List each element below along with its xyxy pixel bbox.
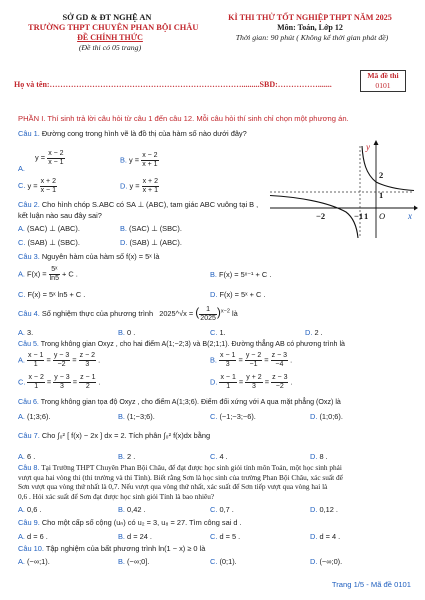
question-2-cont: kết luận nào sau đây sai? [18, 211, 102, 220]
question-1 [18, 129, 247, 138]
question-label: Câu 4. [18, 309, 40, 318]
option-label: C. [18, 290, 26, 299]
option-text: 0,12 . [319, 505, 338, 514]
option-label: C. [210, 505, 218, 514]
q5-option-b[interactable]: B. $\frac{x - 1}{3}$ = $\frac{y - 2}{-1}$ = $\frac{z - 3}{-4}$ . [210, 352, 293, 368]
option-text: d = 24 . [127, 532, 152, 541]
tick-x1: 1 [364, 211, 369, 221]
y-axis-arrow [374, 140, 379, 145]
question-text: Trong không gian Oxyz , cho hai điểm A(1;−2;3) và B(2;1;1). Đường thẳng AB có phương trình là [40, 340, 345, 348]
q4-option-c[interactable] [210, 328, 226, 337]
q2-option-d[interactable] [120, 238, 182, 247]
fraction [245, 374, 262, 391]
option-label: A. [18, 328, 25, 337]
option-text: (1;3;6). [27, 412, 51, 421]
q8-option-a[interactable] [18, 505, 41, 514]
option-label: B. [118, 505, 125, 514]
q6-option-c[interactable] [210, 412, 256, 421]
option-label: D. [210, 377, 218, 387]
origin-label: O [379, 211, 386, 221]
part1-intro: PHẦN I. Thí sinh trả lời câu hỏi từ câu 1 đến câu 12. Mỗi câu hỏi thí sinh chỉ chọn một phương án. [18, 114, 349, 123]
option-label: A. [18, 164, 25, 174]
denominator: x + 1 [142, 161, 158, 168]
q7-option-b[interactable] [118, 452, 135, 461]
option-text: (SAB) ⊥ (SBC). [27, 238, 80, 247]
q10-option-c[interactable] [210, 557, 237, 566]
numerator: x + 2 [40, 178, 56, 185]
option-text: (SAB) ⊥ (ABC). [129, 238, 182, 247]
numerator: y − 2 [245, 352, 262, 359]
option-text: (1;−3;6). [127, 412, 155, 421]
option-label: D. [210, 290, 218, 299]
denominator: x − 1 [40, 187, 56, 194]
equation-lhs: 2025^√x = [159, 309, 194, 318]
tick-x-minus1: −1 [354, 211, 364, 221]
option-text: 0,6 . [27, 505, 42, 514]
option-label: B. [118, 532, 125, 541]
option-text: 6 . [27, 452, 36, 461]
option-label: C. [210, 532, 218, 541]
q7-option-c[interactable] [210, 452, 228, 461]
integral-asked: ∫₀² f(x)dx [163, 431, 192, 440]
option-label: A. [18, 505, 25, 514]
denominator: 1 [33, 361, 38, 368]
option-text: 0 . [127, 328, 136, 337]
subject: Môn: Toán, Lớp 12 [277, 23, 343, 32]
question-label: Câu 6. [18, 398, 39, 406]
option-text: (0;1). [219, 557, 237, 566]
option-label: A. [18, 452, 25, 461]
option-label: B. [118, 412, 125, 421]
fraction [53, 374, 70, 391]
denominator: 1 [226, 383, 231, 390]
fraction [219, 352, 236, 369]
numerator: z − 3 [271, 352, 288, 359]
x-axis-label: x [408, 211, 412, 221]
y-equals: y = [129, 155, 140, 165]
option-text: 3. [27, 328, 34, 337]
q9-option-d[interactable] [310, 532, 340, 541]
question-text: Tập nghiệm của bất phương trình ln(1 − x) ≥ 0 là [45, 544, 206, 553]
question-label: Câu 9. [18, 518, 40, 527]
pages-note: (Đề thi có 05 trang) [78, 43, 142, 52]
fraction [219, 374, 236, 391]
question-text: Cho một cấp số cộng (uₙ) có u₂ = 3, u₈ = 27. Tìm công sai d . [41, 518, 242, 527]
question-label: Câu 7. [18, 431, 40, 440]
option-label: C. [210, 328, 218, 337]
numerator: x − 1 [220, 352, 236, 359]
option-text: 1. [219, 328, 226, 337]
question-text: Cho hình chóp S.ABC có SA ⊥ (ABC), tam giác ABC vuông tại B , [41, 200, 259, 209]
candidate-name-line: Họ và tên:……………………………………………………………….........SBD:……………....... [14, 80, 332, 89]
option-label: A. [18, 355, 25, 365]
q3-option-b[interactable] [210, 270, 271, 279]
question-2 [18, 200, 258, 209]
numerator: y − 3 [53, 352, 70, 359]
question-text: Trong không gian tọa độ Oxyz , cho điểm A(1;3;6). Điểm đối xứng với A qua mặt phẳng (Oxz) là [40, 398, 341, 406]
denominator: 2025 [200, 314, 216, 322]
fraction [79, 352, 96, 369]
x-axis-arrow [414, 206, 418, 211]
option-label: C. [18, 181, 26, 191]
option-text: d = 6 . [27, 532, 48, 541]
denominator: ln5 [49, 275, 59, 282]
question-7 [18, 431, 210, 440]
option-label: B. [118, 328, 125, 337]
fraction [245, 352, 262, 369]
q4-option-a[interactable] [18, 328, 33, 337]
q5-option-d[interactable]: D. $\frac{x - 1}{1}$ = $\frac{y + 2}{3}$ = $\frac{z - 3}{-2}$ . [210, 374, 293, 390]
option-label: D. [310, 557, 318, 566]
fraction [199, 306, 217, 323]
fraction [49, 266, 60, 283]
option-text: (SAC) ⊥ (ABC). [27, 224, 80, 233]
question-8-line-3: Sơn vượt qua vòng thứ nhất là 0,7. Nếu vượt qua vòng thứ nhất, xác suất để Sơn tiếp vượt qua vòng hai là [18, 482, 328, 492]
question-text: Cho [41, 431, 56, 440]
denominator: x + 1 [142, 187, 158, 194]
option-label: C. [210, 452, 218, 461]
exponent: x−2 [220, 308, 230, 315]
question-8 [18, 463, 343, 501]
question-5 [18, 340, 345, 348]
option-label: D. [120, 181, 128, 191]
q9-option-c[interactable] [210, 532, 240, 541]
option-text: (−∞;0]. [127, 557, 150, 566]
paren-right: ) [216, 305, 221, 319]
q6-option-d[interactable] [310, 412, 343, 421]
fraction [141, 152, 158, 169]
numerator: x − 2 [142, 152, 158, 159]
fraction [271, 352, 288, 369]
option-text: (1;0;6). [319, 412, 343, 421]
option-text: 0,42 . [127, 505, 146, 514]
tick-x-minus2: −2 [316, 211, 326, 221]
q2-option-b[interactable] [120, 224, 182, 233]
question-8-line-4: 0,6 . Hỏi xác suất để Sơn đạt được học sinh giỏi Tỉnh là bao nhiêu? [18, 491, 215, 501]
exam-code-box [360, 70, 406, 92]
page-footer: Trang 1/5 - Mã đề 0101 [331, 580, 411, 589]
option-text: F(x) = 5ˣ⁻¹ + C . [219, 270, 272, 279]
option-label: B. [210, 270, 217, 279]
numerator: x − 2 [28, 374, 44, 381]
dept-name: SỞ GD & ĐT NGHỆ AN [62, 13, 152, 22]
q3-option-d[interactable] [210, 290, 265, 299]
denominator: 2 [85, 383, 90, 390]
option-text: 8 . [319, 452, 328, 461]
option-text: F(x) = 5ˣ ln5 + C . [27, 290, 86, 299]
question-label: Câu 1. [18, 129, 40, 138]
q5-option-c[interactable]: C. $\frac{x - 2}{1}$ = $\frac{y - 3}{3}$ = $\frac{z - 1}{2}$ . [18, 374, 101, 390]
tick-y1: 1 [379, 190, 384, 200]
fraction [47, 150, 64, 167]
numerator: z − 3 [272, 374, 288, 381]
option-text: 4 . [219, 452, 228, 461]
option-label: A. [18, 532, 25, 541]
q2-option-c[interactable] [18, 238, 80, 247]
numerator: x + 2 [142, 178, 158, 185]
denominator: 3 [225, 361, 230, 368]
school-name: TRƯỜNG THPT CHUYÊN PHAN BỘI CHÂU [28, 23, 199, 32]
question-6 [18, 398, 341, 406]
fraction [271, 374, 288, 391]
q7-option-a[interactable] [18, 452, 35, 461]
option-label: C. [210, 412, 218, 421]
option-text: 2 . [127, 452, 136, 461]
option-label: D. [310, 452, 318, 461]
fraction [79, 374, 96, 391]
option-text: d = 4 . [319, 532, 341, 541]
option-label: C. [210, 557, 218, 566]
right-branch [362, 146, 414, 191]
numerator: x − 1 [220, 374, 236, 381]
q9-option-a[interactable] [18, 532, 48, 541]
y-equals: y = [27, 181, 38, 191]
q1-option-c[interactable] [18, 178, 57, 195]
fraction [142, 178, 159, 195]
option-label: C. [18, 238, 26, 247]
exam-code-label: Mã đề thi [367, 71, 399, 80]
numerator: 1 [199, 306, 217, 315]
option-label: D. [310, 505, 318, 514]
q10-option-a[interactable] [18, 557, 50, 566]
numerator: y + 2 [246, 374, 262, 381]
option-prefix: F(x) = [27, 269, 47, 279]
numerator: z − 2 [79, 352, 96, 359]
denominator: 3 [60, 383, 64, 390]
denominator: 3 [85, 361, 90, 368]
q10-option-b[interactable] [118, 557, 149, 566]
denominator: −2 [275, 383, 284, 390]
option-label: D. [305, 328, 313, 337]
question-label: Câu 10. [18, 544, 44, 553]
option-text: (−∞;0). [319, 557, 343, 566]
option-label: D. [310, 532, 318, 541]
q8-option-b[interactable] [118, 505, 146, 514]
numerator: z − 1 [80, 374, 96, 381]
q1-option-d[interactable] [120, 178, 159, 195]
q5-option-a[interactable]: A. $\frac{x - 1}{1}$ = $\frac{y - 3}{-2}$ = $\frac{z - 2}{3}$ . [18, 352, 101, 368]
option-text: 0,7 . [219, 505, 234, 514]
q10-option-d[interactable] [310, 557, 342, 566]
exam-title: KÌ THI THỬ TỐT NGHIỆP THPT NĂM 2025 [228, 13, 392, 22]
fraction [40, 178, 57, 195]
numerator: y − 3 [54, 374, 70, 381]
time-note: Thời gian: 90 phút ( Không kể thời gian phát đề) [235, 33, 389, 42]
q9-option-b[interactable] [118, 532, 152, 541]
q4-option-b[interactable] [118, 328, 135, 337]
q3-option-c[interactable] [18, 290, 85, 299]
question-8-line-2: vượt qua hai vòng thi (thi trường và thi Tỉnh). Biết rằng Sơn là học sinh của trường Phan Bội Châu, xác suất để [18, 472, 343, 482]
tick-y2: 2 [379, 170, 384, 180]
question-label: Câu 2. [18, 200, 40, 209]
denominator: x − 1 [48, 159, 64, 166]
question-text: Đường cong trong hình vẽ là đồ thị của hàm số nào dưới đây? [41, 129, 247, 138]
paren-left: ( [195, 305, 200, 319]
question-label: Câu 5. [18, 340, 39, 348]
q1-option-b[interactable] [120, 152, 159, 169]
numerator: 5ˣ [49, 266, 60, 275]
q8-option-c[interactable] [210, 505, 234, 514]
question-label: Câu 8. [18, 463, 40, 472]
fraction [27, 352, 44, 369]
question-10 [18, 544, 205, 553]
left-branch [270, 196, 358, 239]
q8-option-d[interactable] [310, 505, 338, 514]
question-9 [18, 518, 242, 527]
option-label: B. [118, 557, 125, 566]
option-label: A. [18, 557, 25, 566]
q1-option-a[interactable] [18, 150, 65, 174]
question-tail: bằng [193, 431, 211, 440]
question-text: Tại Trường THPT Chuyên Phan Bội Châu, để đạt được học sinh giỏi tỉnh môn Toán, một học sinh phải [41, 463, 342, 472]
numerator: x − 2 [48, 150, 64, 157]
question-text: Nguyên hàm của hàm số f(x) = 5ˣ là [41, 252, 160, 261]
y-equals: y = [129, 181, 140, 191]
question-mid: . Tích phân [124, 431, 162, 440]
option-label: B. [118, 452, 125, 461]
q4-option-d[interactable] [305, 328, 323, 337]
function-graph [268, 140, 418, 240]
q6-option-a[interactable] [18, 412, 50, 421]
option-label: A. [18, 224, 25, 233]
q6-option-b[interactable] [118, 412, 155, 421]
option-text: (−1;−3;−6). [219, 412, 256, 421]
option-suffix: + C . [62, 269, 78, 279]
y-equals: y = [35, 153, 46, 163]
option-text: d = 5 . [219, 532, 241, 541]
q3-option-a[interactable] [18, 266, 78, 283]
option-text: (SAC) ⊥ (SBC). [129, 224, 182, 233]
y-axis-label: y [366, 142, 370, 152]
question-8-line-1 [18, 463, 343, 473]
option-label: C. [18, 377, 26, 387]
fraction [53, 352, 70, 369]
denominator: 3 [252, 383, 256, 390]
integral-given: ∫₀² [ f(x) − 2x ] dx = 2 [57, 431, 125, 440]
option-text: F(x) = 5ˣ + C . [219, 290, 266, 299]
denominator: 1 [34, 383, 39, 390]
option-text: 2 . [314, 328, 323, 337]
option-label: A. [18, 269, 25, 279]
option-label: A. [18, 412, 25, 421]
denominator: −4 [275, 361, 284, 368]
option-label: D. [310, 412, 318, 421]
option-text: (−∞;1). [27, 557, 50, 566]
question-label: Câu 3. [18, 252, 40, 261]
denominator: −2 [57, 361, 66, 368]
option-label: D. [120, 238, 128, 247]
question-text: Số nghiệm thực của phương trình [41, 309, 154, 318]
q7-option-d[interactable] [310, 452, 328, 461]
official-label: ĐỀ CHÍNH THỨC [77, 33, 143, 42]
fraction [27, 374, 44, 391]
option-label: B. [210, 355, 217, 365]
question-tail: là [231, 309, 238, 318]
exam-code-value: 0101 [375, 81, 391, 90]
option-label: B. [120, 224, 127, 233]
numerator: x − 1 [28, 352, 44, 359]
denominator: −1 [249, 361, 258, 368]
option-label: B. [120, 155, 127, 165]
question-3 [18, 252, 160, 261]
q2-option-a[interactable] [18, 224, 80, 233]
question-4 [18, 305, 238, 323]
